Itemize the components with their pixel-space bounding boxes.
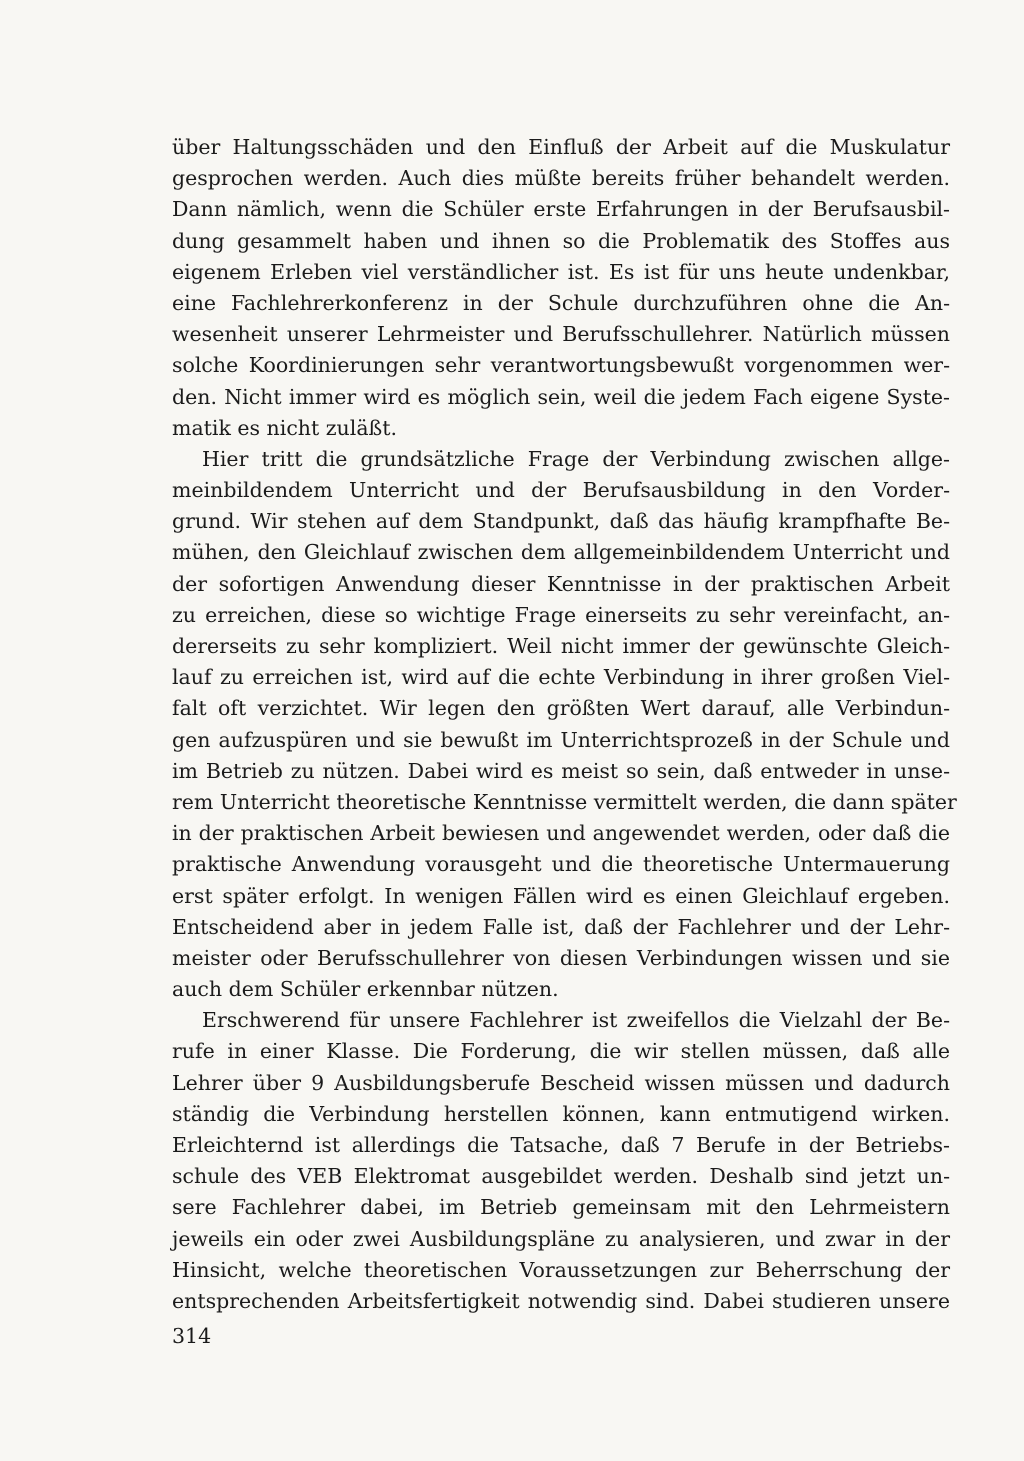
text-line: Erschwerend für unsere Fachlehrer ist zweifellos die Vielzahl der Be- [202, 1008, 950, 1033]
text-line: dererseits zu sehr kompliziert. Weil nicht immer der gewünschte Gleich- [172, 634, 950, 658]
text-line: gesprochen werden. Auch dies müßte bereits früher behandelt werden. [172, 166, 950, 191]
text-line: Lehrer über 9 Ausbildungsberufe Bescheid wissen müssen und dadurch [172, 1070, 950, 1095]
text-line: dung gesammelt haben und ihnen so die Problematik des Stoffes aus [172, 228, 950, 253]
text-line: rufe in einer Klasse. Die Forderung, die wir stellen müssen, daß alle [172, 1039, 950, 1064]
text-line: ständig die Verbindung herstellen können, kann entmutigend wirken. [172, 1101, 950, 1126]
text-line: schule des VEB Elektromat ausgebildet werden. Deshalb sind jetzt un- [172, 1164, 950, 1189]
text-line: solche Koordinierungen sehr verantwortungsbewußt vorgenommen wer- [172, 353, 950, 378]
text-line: meinbildendem Unterricht und der Berufsausbildung in den Vorder- [172, 478, 950, 503]
text-line: sere Fachlehrer dabei, im Betrieb gemeinsam mit den Lehrmeistern [172, 1195, 950, 1220]
text-line: Erleichternd ist allerdings die Tatsache, daß 7 Berufe in der Betriebs- [172, 1133, 950, 1157]
text-line: jeweils ein oder zwei Ausbildungspläne zu analysieren, und zwar in der [172, 1226, 950, 1251]
text-line: rem Unterricht theoretische Kenntnisse vermittelt werden, die dann später [172, 789, 957, 814]
body-text [172, 132, 957, 1317]
text-line: der sofortigen Anwendung dieser Kenntnisse in der praktischen Arbeit [172, 571, 950, 596]
text-line: Dann nämlich, wenn die Schüler erste Erfahrungen in der Berufsausbil- [172, 197, 950, 222]
text-line: meister oder Berufsschullehrer von diesen Verbindungen wissen und sie [172, 945, 950, 970]
page-number: 314 [172, 1324, 212, 1348]
text-line: mühen, den Gleichlauf zwischen dem allgemeinbildendem Unterricht und [172, 540, 950, 565]
text-line: über Haltungsschäden und den Einfluß der Arbeit auf die Muskulatur [172, 135, 950, 159]
text-line: entsprechenden Arbeitsfertigkeit notwendig sind. Dabei studieren unsere [172, 1288, 950, 1313]
text-line: wesenheit unserer Lehrmeister und Berufsschullehrer. Natürlich müssen [172, 322, 950, 347]
text-line: lauf zu erreichen ist, wird auf die echte Verbindung in ihrer großen Viel- [172, 665, 950, 690]
text-line: matik es nicht zuläßt. [172, 415, 397, 440]
text-line: grund. Wir stehen auf dem Standpunkt, daß das häufig krampfhafte Be- [172, 509, 950, 534]
text-line: auch dem Schüler erkennbar nützen. [172, 977, 559, 1002]
text-line: erst später erfolgt. In wenigen Fällen wird es einen Gleichlauf ergeben. [172, 883, 950, 908]
text-line: eine Fachlehrerkonferenz in der Schule durchzuführen ohne die An- [172, 290, 950, 315]
text-line: praktische Anwendung vorausgeht und die theoretische Untermauerung [172, 852, 950, 877]
text-line: Hinsicht, welche theoretischen Voraussetzungen zur Beherrschung der [172, 1257, 950, 1282]
text-line: zu erreichen, diese so wichtige Frage einerseits zu sehr vereinfacht, an- [172, 602, 950, 627]
text-line: gen aufzuspüren und sie bewußt im Unterrichtsprozeß in der Schule und [172, 727, 950, 752]
text-line: in der praktischen Arbeit bewiesen und angewendet werden, oder daß die [172, 821, 950, 846]
text-line: Entscheidend aber in jedem Falle ist, daß der Fachlehrer und der Lehr- [172, 914, 950, 939]
text-line: den. Nicht immer wird es möglich sein, weil die jedem Fach eigene Syste- [172, 384, 950, 409]
text-line: Hier tritt die grundsätzliche Frage der Verbindung zwischen allge- [202, 446, 950, 471]
text-line: falt oft verzichtet. Wir legen den größten Wert darauf, alle Verbindun- [172, 696, 950, 721]
text-line: eigenem Erleben viel verständlicher ist. Es ist für uns heute undenkbar, [172, 259, 950, 284]
text-line: im Betrieb zu nützen. Dabei wird es meist so sein, daß entweder in unse- [172, 758, 950, 783]
